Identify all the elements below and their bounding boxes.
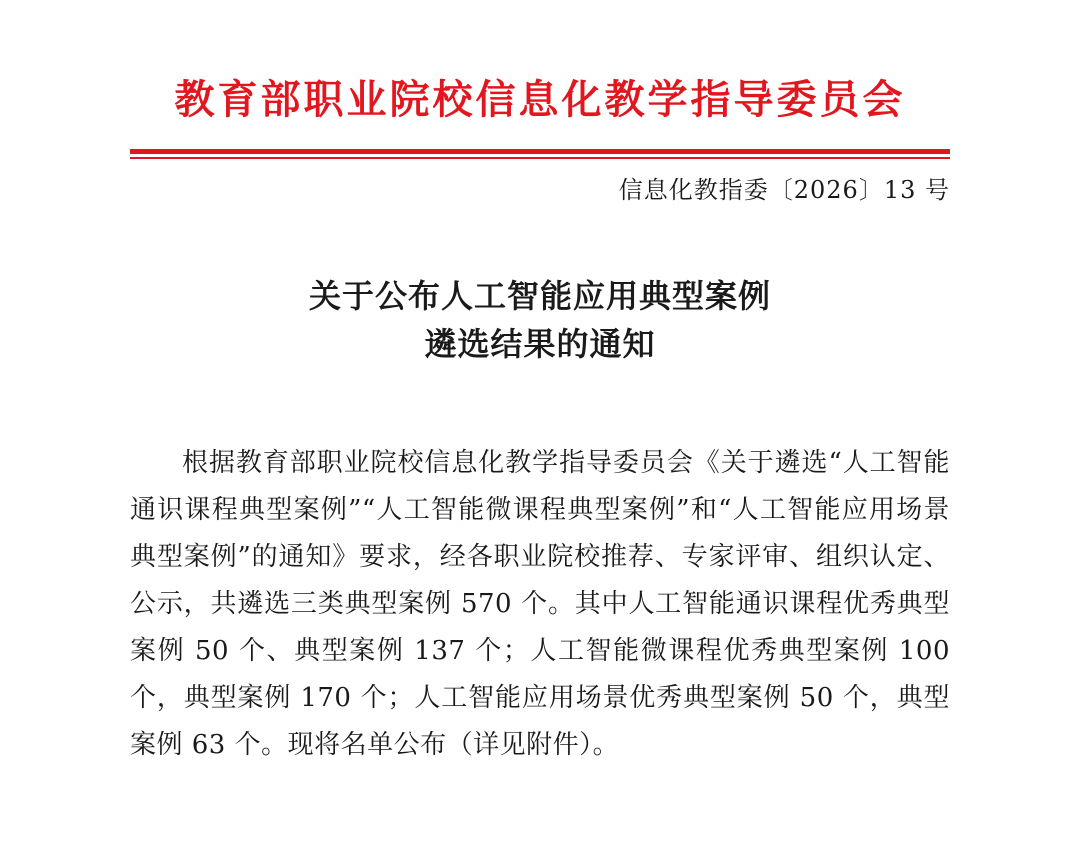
document-title	[130, 272, 950, 368]
issuing-organization-header: 教育部职业院校信息化教学指导委员会	[174, 77, 906, 123]
document-title-line-2: 遴选结果的通知	[424, 325, 656, 363]
header-red-rule-thin	[130, 157, 950, 159]
document-number: 信息化教指委〔2026〕13 号	[618, 176, 950, 204]
header-red-rule-thick	[130, 149, 950, 154]
document-title-line-1: 关于公布人工智能应用典型案例	[308, 277, 771, 315]
body-paragraph: 根据教育部职业院校信息化教学指导委员会《关于遴选“人工智能通识课程典型案例”“人工智能微课程典型案例”和“人工智能应用场景典型案例”的通知》要求，经各职业院校推荐、专家评审、组织认定、公示，共遴选三类典型案例 570 个。其中人工智能通识课程优秀典型案例 50 个、典型案例 137 个；人工智能微课程优秀典型案例 100 个，典型案例 170 个；人工智能应用场景优秀典型案例 50 个，典型案例 63 个。现将名单公布（详见附件）。	[130, 448, 950, 760]
